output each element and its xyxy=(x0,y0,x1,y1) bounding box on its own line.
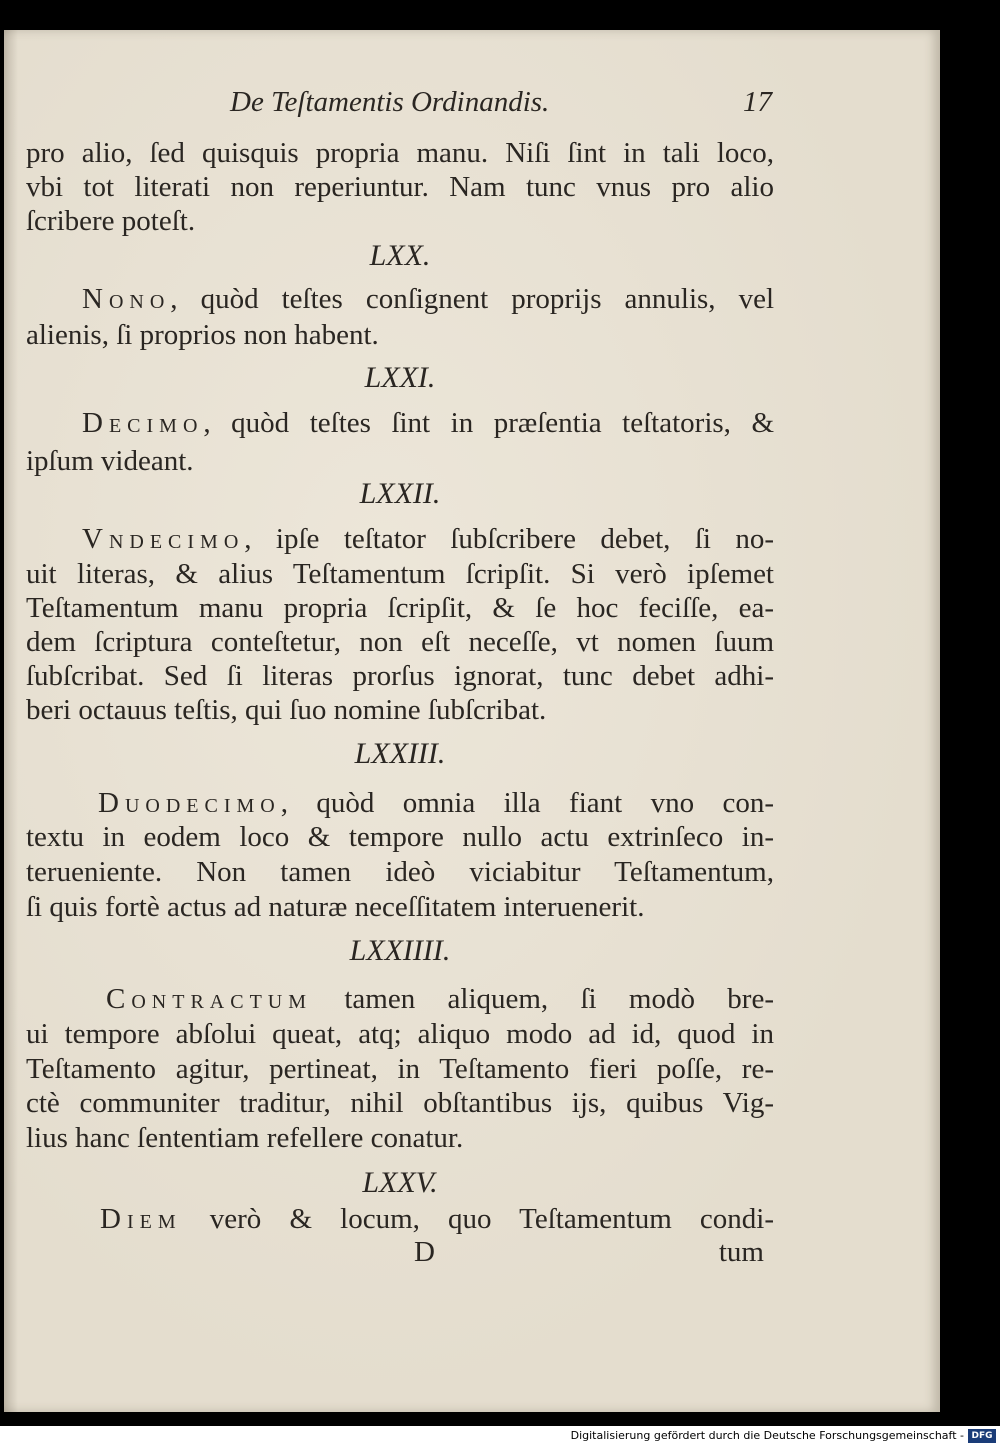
catchword: tum xyxy=(718,1236,764,1268)
paragraph-first-line xyxy=(82,282,774,316)
text-line: Teſtamentum manu propria ſcripſit, & ſe hoc feciſſe, ea- xyxy=(26,592,774,624)
line-text: , quòd omnia illa fiant vno con- xyxy=(280,787,774,819)
lead-word: Nono xyxy=(82,283,171,315)
text-line: ctè communiter traditur, nihil obſtantibus ijs, quibus Vig- xyxy=(26,1087,774,1119)
section-heading: LXXIIII. xyxy=(349,934,451,967)
book-page xyxy=(4,30,940,1412)
text-line: terueniente. Non tamen ideò viciabitur Teſtamentum, xyxy=(26,856,774,888)
text-line: textu in eodem loco & tempore nullo actu extrinſeco in- xyxy=(26,821,774,853)
page-number: 17 xyxy=(743,86,772,118)
lead-word: Vndecimo xyxy=(82,523,245,555)
line-text: tamen aliquem, ſi modò bre- xyxy=(312,983,774,1015)
text-line: ipſum videant. xyxy=(26,445,194,477)
lead-word: Diem xyxy=(100,1203,182,1235)
footer-credit: Digitalisierung gefördert durch die Deutsche Forschungsgemeinschaft - xyxy=(570,1429,964,1442)
lead-word: Contractum xyxy=(106,983,313,1015)
running-header xyxy=(26,86,774,126)
text-line: ſubſcribat. Sed ſi literas prorſus ignorat, tunc debet adhi- xyxy=(26,660,774,692)
text-line: ui tempore abſolui queat, atq; aliquo modo ad id, quod in xyxy=(26,1018,774,1050)
line-text: , ipſe teſtator ſubſcribere debet, ſi no- xyxy=(244,523,774,555)
text-line: vbi tot literati non reperiuntur. Nam tunc vnus pro alio xyxy=(26,171,774,203)
running-title: De Teſtamentis Ordinandis. xyxy=(230,86,550,118)
paragraph-first-line xyxy=(98,786,774,820)
paragraph-first-line xyxy=(106,982,774,1016)
text-line: dem ſcriptura conteſtetur, non eſt neceſſe, vt nomen ſuum xyxy=(26,626,774,658)
section-heading: LXXIII. xyxy=(354,737,446,770)
text-line: lius hanc ſententiam refellere conatur. xyxy=(26,1122,464,1154)
paragraph-first-line xyxy=(82,406,774,440)
text-line: beri octauus teſtis, qui ſuo nomine ſubſcribat. xyxy=(26,694,547,726)
text-line: uit literas, & alius Teſtamentum ſcripſit. Si verò ipſemet xyxy=(26,558,774,590)
paragraph-first-line xyxy=(82,522,774,556)
signature-mark: D xyxy=(414,1236,435,1268)
text-line: pro alio, ſed quisquis propria manu. Niſi ſint in tali loco, xyxy=(26,137,774,169)
lead-word: Decimo xyxy=(82,407,204,439)
text-line: alienis, ſi proprios non habent. xyxy=(26,319,379,351)
line-text: , quòd teſtes ſint in præſentia teſtatoris, & xyxy=(203,407,774,439)
text-line: Teſtamento agitur, pertineat, in Teſtamento fieri poſſe, re- xyxy=(26,1053,774,1085)
footer-bar xyxy=(0,1426,1000,1446)
paragraph-first-line xyxy=(100,1202,774,1236)
lead-word: Duodecimo xyxy=(98,787,281,819)
text-line: ſi quis fortè actus ad naturæ neceſſitatem interuenerit. xyxy=(26,891,645,923)
text-line: ſcribere poteſt. xyxy=(26,205,196,237)
section-heading: LXX. xyxy=(369,239,431,272)
line-text: , quòd teſtes conſignent proprijs annulis, vel xyxy=(170,283,774,315)
line-text: verò & locum, quo Teſtamentum condi- xyxy=(181,1203,774,1235)
section-heading: LXXV. xyxy=(362,1166,438,1199)
dfg-logo-icon: DFG xyxy=(968,1429,996,1443)
section-heading: LXXII. xyxy=(359,477,441,510)
section-heading: LXXI. xyxy=(364,361,436,394)
